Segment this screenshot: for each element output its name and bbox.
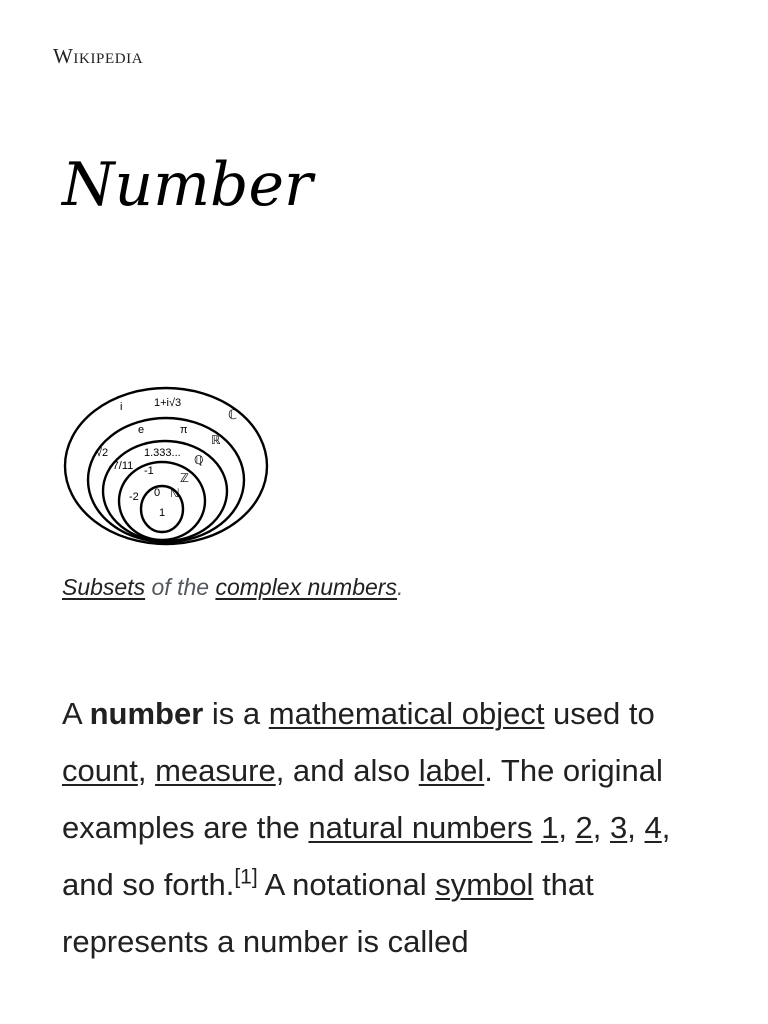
link-mathematical-object[interactable]: mathematical object: [268, 696, 545, 731]
number-sets-diagram[interactable]: [62, 382, 272, 550]
paragraph-text: ,: [137, 753, 156, 788]
wikipedia-wordmark[interactable]: Wikipedia: [53, 44, 144, 68]
link-label[interactable]: label: [418, 753, 485, 788]
link-complex-numbers[interactable]: complex numbers: [215, 574, 397, 600]
label-pi: π: [180, 424, 188, 436]
paragraph-separator: ,: [592, 810, 611, 845]
label-fraction: -7/11: [109, 460, 134, 472]
label-zero: 0: [154, 487, 161, 499]
label-complex-set: ℂ: [228, 407, 238, 422]
paragraph-text: [532, 810, 541, 845]
label-neg-one: -1: [144, 465, 154, 477]
link-number-2[interactable]: 2: [575, 810, 593, 845]
paragraph-text: used to: [544, 696, 655, 731]
bold-term-number: number: [89, 696, 204, 731]
paragraph-text: , and also: [275, 753, 419, 788]
label-natural-set: ℕ: [170, 486, 180, 500]
label-e: e: [138, 424, 145, 436]
label-i: i: [120, 401, 123, 413]
reference-1[interactable]: [1]: [234, 865, 258, 889]
paragraph-text: is a: [203, 696, 269, 731]
real-set-ellipse: [88, 418, 244, 542]
label-neg-two: -2: [129, 491, 139, 503]
link-subsets[interactable]: Subsets: [62, 574, 146, 600]
article-paragraph: [62, 685, 712, 970]
label-repeating: 1.333...: [144, 447, 181, 459]
link-natural-numbers[interactable]: natural numbers: [308, 810, 533, 845]
label-rational-set: ℚ: [194, 453, 204, 467]
label-complex-example: 1+i√3: [154, 397, 182, 409]
figure-caption: [62, 574, 403, 601]
page-title: Number: [62, 150, 313, 220]
link-symbol[interactable]: symbol: [435, 867, 534, 902]
paragraph-text: . The original examples are the: [62, 753, 663, 845]
link-count[interactable]: count: [62, 753, 138, 788]
paragraph-text: , and so forth.: [62, 810, 671, 902]
paragraph-text: A: [62, 696, 90, 731]
link-number-3[interactable]: 3: [610, 810, 628, 845]
label-integer-set: ℤ: [180, 471, 189, 485]
label-sqrt2: √2: [96, 447, 109, 459]
link-measure[interactable]: measure: [155, 753, 276, 788]
label-real-set: ℝ: [211, 433, 221, 447]
caption-period: .: [396, 574, 404, 600]
caption-text-of-the: of the: [145, 574, 216, 600]
label-one: 1: [159, 507, 166, 519]
paragraph-text: that represents a number is called: [62, 867, 594, 959]
paragraph-text: A notational: [257, 867, 436, 902]
number-sets-svg: [62, 382, 272, 550]
paragraph-separator: ,: [558, 810, 576, 845]
link-number-1[interactable]: 1: [541, 810, 559, 845]
link-number-4[interactable]: 4: [644, 810, 662, 845]
paragraph-separator: ,: [627, 810, 645, 845]
